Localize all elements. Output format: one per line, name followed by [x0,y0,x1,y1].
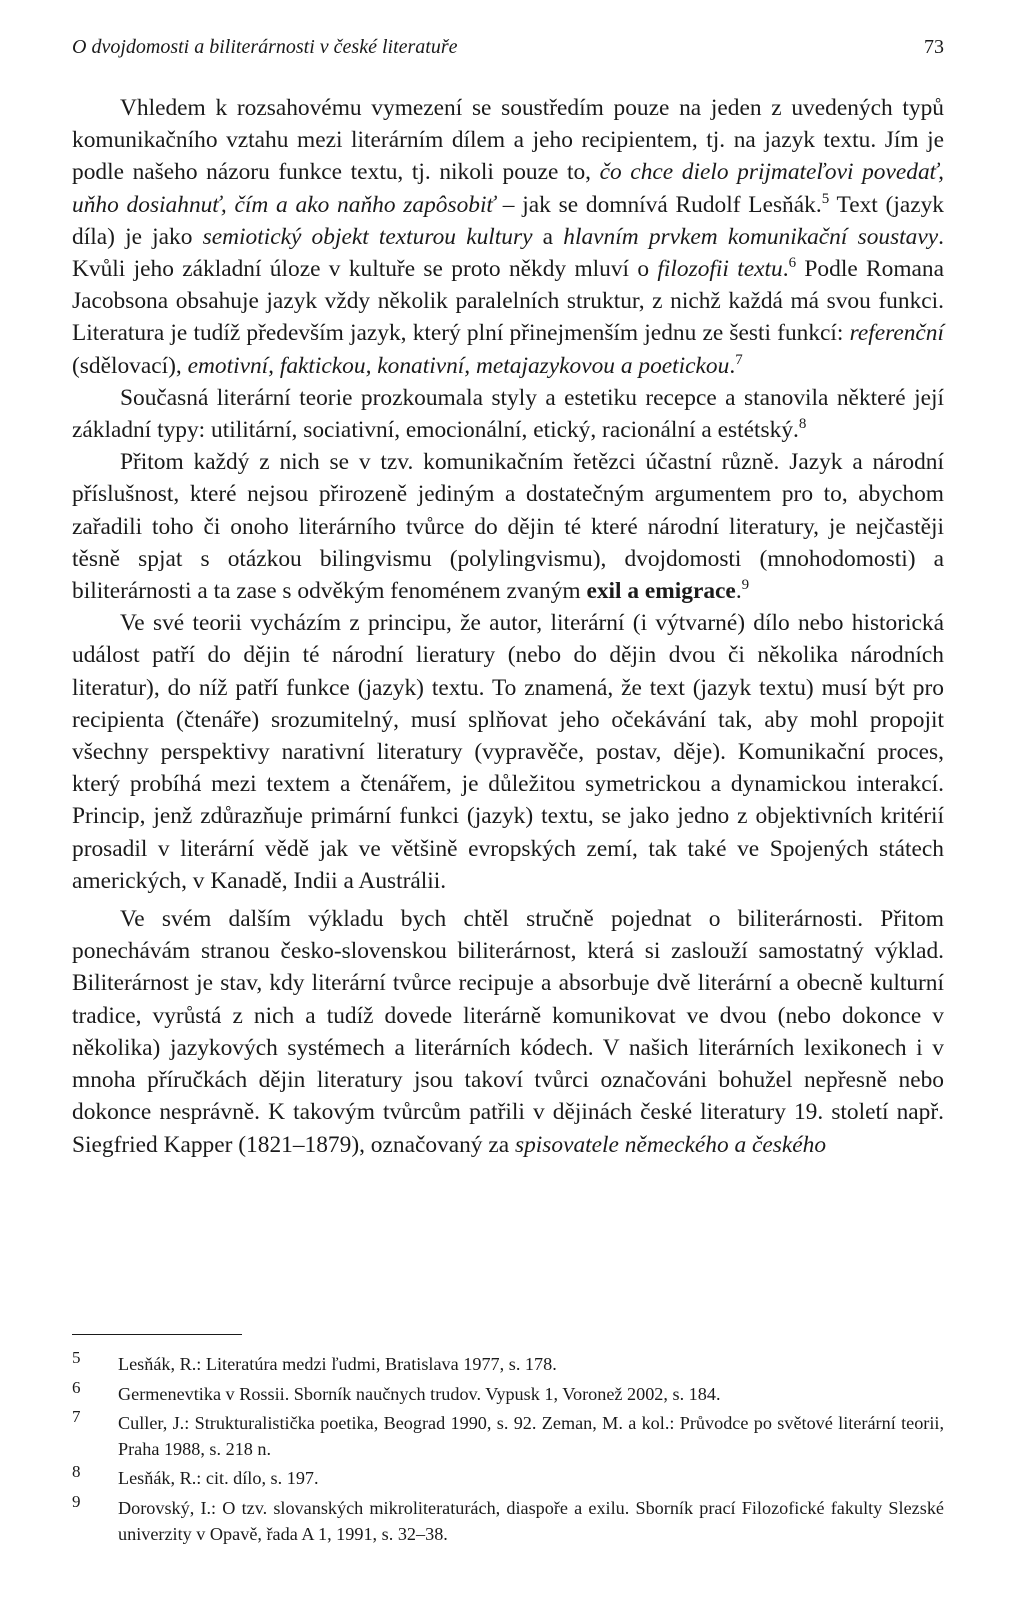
running-title: O dvojdomosti a biliterárnosti v české literatuře [72,36,458,58]
footnote-6 [72,1377,944,1408]
footnote-ref-8[interactable]: 8 [798,416,807,433]
footnote-8 [72,1462,944,1492]
footnote-9 [72,1491,944,1547]
italic-term: filozofii textu [657,256,783,283]
paragraph-3 [72,446,944,607]
footnote-ref-7[interactable]: 7 [735,351,743,368]
footnote-text: Germenevtika v Rossii. Sborník naučnych trudov. Vypusk 1, Voronež 2002, s. 184. [118,1383,721,1404]
footnotes [72,1348,944,1551]
footnote-text: Dorovský, I.: O tzv. slovanských mikroliteraturách, diaspoře a exilu. Sborník prací Filozofické fakulty Slezské univerzity v Opavě, řada A 1, 1991, s. 32–38. [118,1497,944,1544]
text-run: Současná literární teorie prozkoumala styly a estetiku recepce a stanovila některé její základní typy: utilitární, sociativní, emocionální, etický, racionální a estétský. [72,384,944,444]
text-run: a [532,223,564,250]
footnote-number: 8 [72,1462,81,1482]
footnote-number: 5 [72,1348,81,1367]
text-run: . [782,256,789,283]
bold-term: exil a emigrace [586,578,736,605]
footnote-number: 7 [72,1407,81,1427]
paragraph-2 [72,382,944,446]
italic-term: emotivní, faktickou, konativní, metajazykovou a poetickou [187,352,730,379]
footnote-5 [72,1348,944,1378]
text-run: . Kvůli jeho základní úloze v kultuře se proto někdy mluví o [72,223,944,283]
italic-term: referenční [849,320,944,347]
footnote-text: Lesňák, R.: cit. dílo, s. 197. [118,1468,319,1489]
text-run: Podle Romana Jacobsona obsahuje jazyk vždy několik paralelních struktur, z nichž každá má svou funkci. Literatura je tudíž především jazyk, který plní přinejmenším jednu ze šesti funkcí: [72,256,944,347]
footnote-ref-9[interactable]: 9 [741,577,750,594]
text-run: Text (jazyk díla) je jako [72,191,944,250]
text-run: Ve své teorii vycházím z principu, že autor, literární (i výtvarné) dílo nebo historická událost patří do dějin té národní lieratury (nebo do dějin dvou či několika národních literatur), do níž patří funkce (jazyk) textu. To znamená, že text (jazyk textu) musí být pro recipienta (čtenáře) srozumitelný, musí splňovat jeho očekávání tak, aby mohl propojit všechny perspektivy narativní literatury (vypravěče, postav, děje). Komunikační proces, který probíhá mezi textem a čtenářem, je důležitou symetrickou a dynamickou interakcí. Princip, jenž zdůrazňuje primární funkci (jazyk) textu, se jako jedno z objektivních kritérií prosadil v literární vědě jak ve většině evropských zemí, tak také ve Spojených státech amerických, v Kanadě, Indii a Austrálii. [72,610,944,894]
footnote-number: 6 [72,1377,81,1397]
footnote-text: Lesňák, R.: Literatúra medzi ľudmi, Bratislava 1977, s. 178. [118,1354,557,1374]
text-run: (sdělovací), [72,352,188,379]
italic-term: spisovatele německého a českého [514,1131,827,1158]
footnote-ref-6[interactable]: 6 [788,255,797,272]
page-number: 73 [924,36,944,58]
footnote-text: Culler, J.: Strukturalistička poetika, Beograd 1990, s. 92. Zeman, M. a kol.: Průvodce po světové literární teorii, Praha 1988, s. 218 n. [118,1413,944,1459]
paragraph-1 [72,92,944,382]
body-text [72,92,944,1161]
footnote-ref-5[interactable]: 5 [821,190,830,207]
footnote-number: 9 [72,1491,81,1511]
italic-term: hlavním prvkem komunikační soustavy [563,223,939,250]
text-run: Ve svém dalším výkladu bych chtěl stručně pojednat o biliterárnosti. Přitom ponechávám stranou česko-slovenskou biliterárnost, která si zaslouží samostatný výklad. Biliterárnost je stav, kdy literární tvůrce recipuje a absorbuje dvě literární a obecně kulturní tradice, vyrůstá z nich a tudíž dovede literárně komunikovat ve dvou (nebo dokonce v několika) jazykových systémech a literárních kódech. V našich literárních lexikonech i v mnoha příručkách dějin literatury jsou takoví tvůrci označováni bohužel nepřesně nebo dokonce nesprávně. K takovým tvůrcům patřili v dějinách české literatury 19. století např. Siegfried Kapper (1821–1879), označovaný za [72,906,944,1158]
italic-quote: čo chce dielo prijmateľovi povedať, uňho dosiahnuť, čím a ako naňho zapôsobiť [72,159,945,218]
paragraph-4 [72,607,944,897]
text-run: . [729,352,736,379]
text-run: Vhledem k rozsahovému vymezení se soustředím pouze na jeden z uvedených typů komunikačního vztahu mezi literárním dílem a jeho recipientem, tj. na jazyk textu. Jím je podle našeho názoru funkce textu, tj. nikoli pouze to, [72,95,944,186]
footnote-separator [72,1334,242,1335]
text-run: . [735,578,742,605]
paragraph-5 [72,903,944,1161]
running-head [72,33,944,63]
text-run: Přitom každý z nich se v tzv. komunikačním řetězci účastní různě. Jazyk a národní příslušnost, které nejsou přirozeně jediným a dostatečným argumentem pro to, abychom zařadili toho či onoho literárního tvůrce do dějin té které národní literatury, je nejčastěji těsně spjat s otázkou bilingvismu (polylingvismu), dvojdomosti (mnohodomosti) a biliterárnosti a ta zase s odvěkým fenoménem zvaným [72,449,944,605]
text-run: – jak se domnívá Rudolf Lesňák. [495,191,822,218]
italic-term: semiotický objekt texturou kultury [202,223,533,250]
footnote-7 [72,1407,944,1462]
